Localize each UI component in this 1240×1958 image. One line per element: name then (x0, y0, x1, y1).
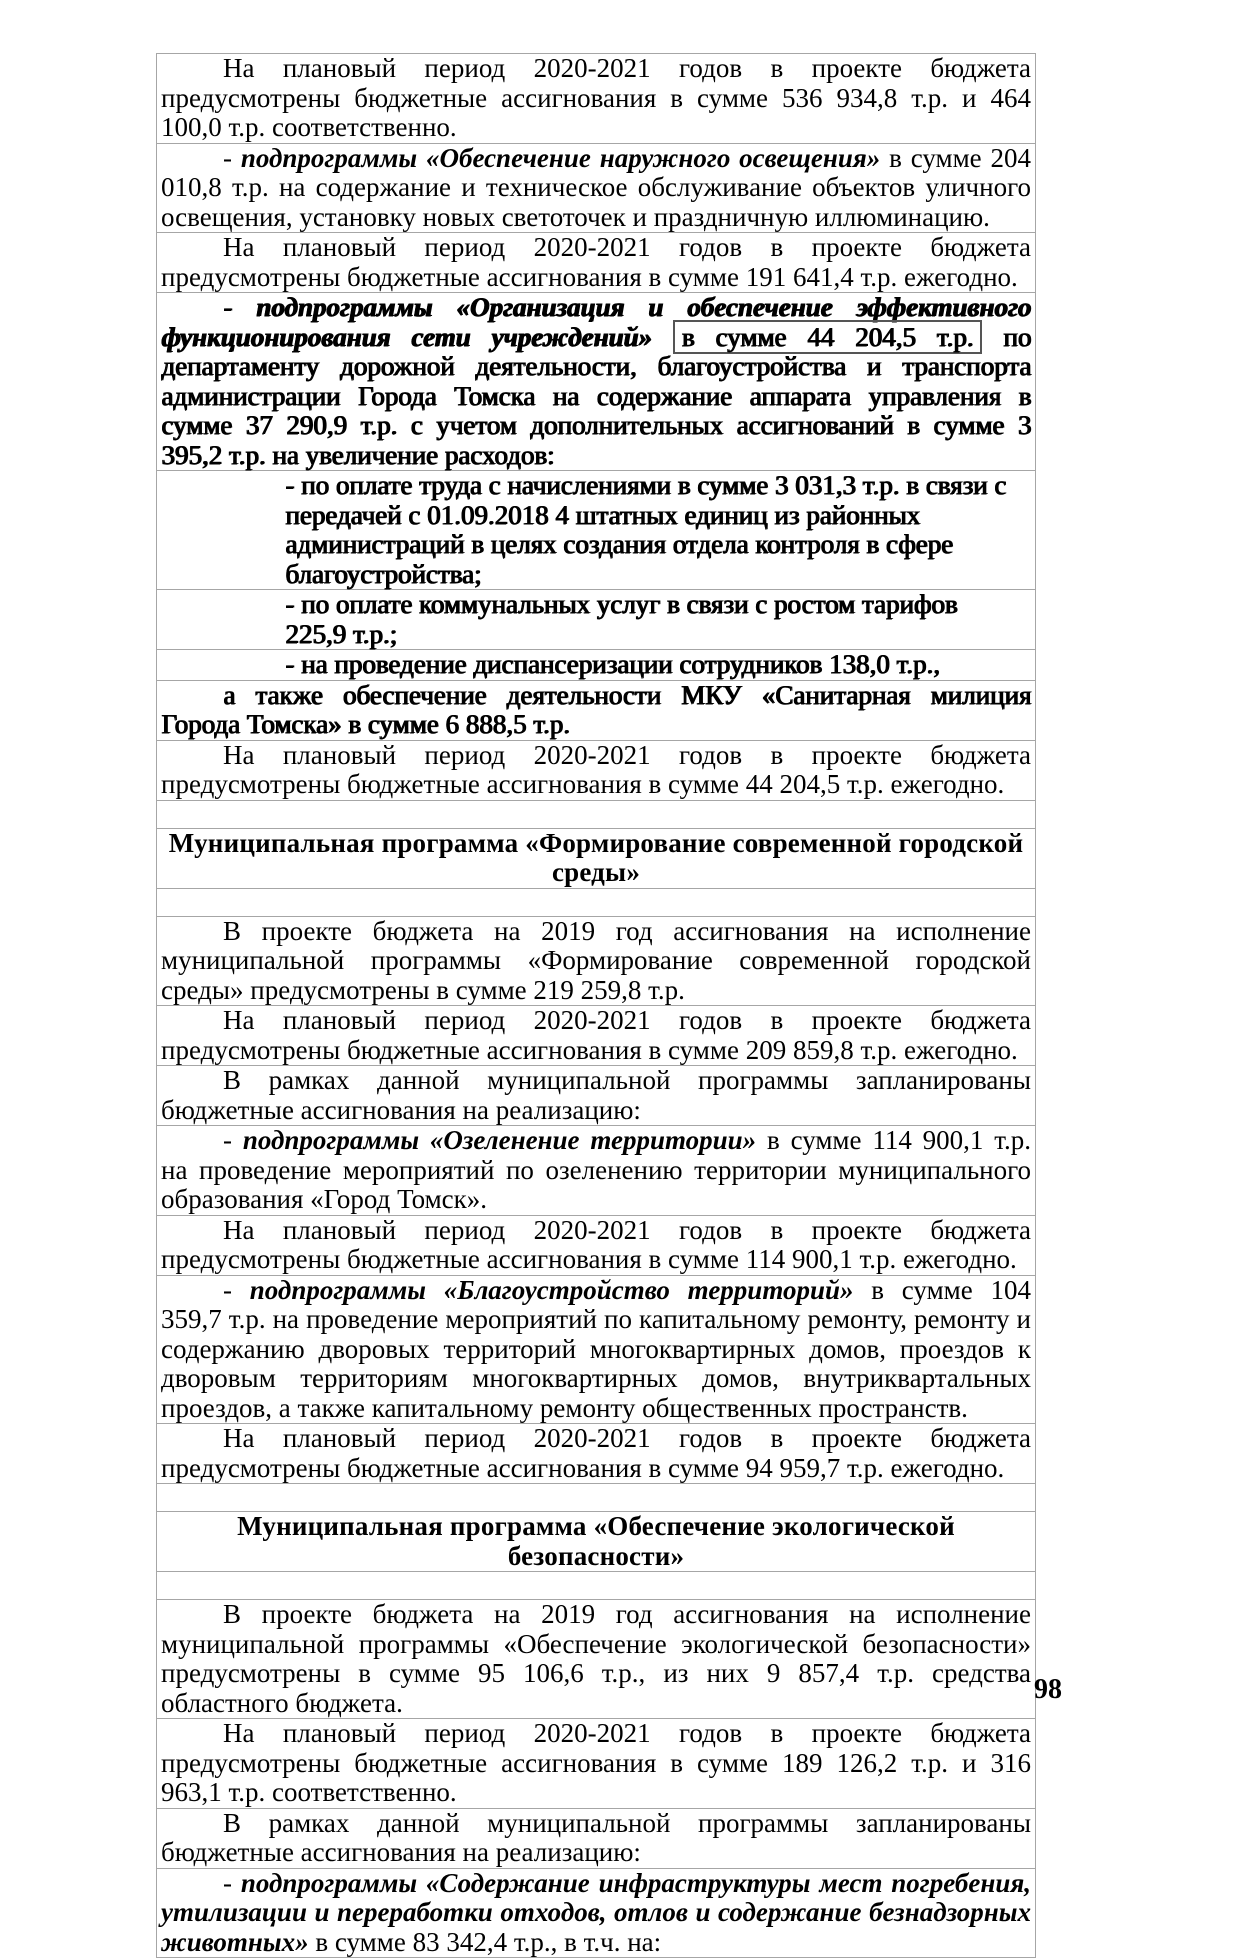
text-segment: На плановый период 2020-2021 годов в проекте бюджета предусмотрены бюджетные ассигнования в сумме 536 934,8 т.р. и 464 100,0 т.р. соответственно. (161, 53, 1031, 142)
paragraph (156, 53, 1036, 144)
text-segment: - (223, 143, 241, 173)
text-segment: а также обеспечение деятельности МКУ «Санитарная милиция Города Томска» в сумме 6 888,5 т.р. (161, 680, 1031, 740)
paragraph (156, 1868, 1036, 1958)
list-item (156, 470, 1036, 590)
text-segment: В проекте бюджета на 2019 год ассигнования на исполнение муниципальной программы «Обеспечение экологической безопасности» предусмотрены в сумме 95 106,6 т.р., из них 9 857,4 т.р. средства областного бюджета. (161, 1599, 1031, 1718)
text-segment: На плановый период 2020-2021 годов в проекте бюджета предусмотрены бюджетные ассигнования в сумме 44 204,5 т.р. ежегодно. (161, 740, 1031, 800)
text-segment: - (223, 292, 256, 322)
paragraph (156, 1065, 1036, 1126)
text-segment: На плановый период 2020-2021 годов в проекте бюджета предусмотрены бюджетные ассигнования в сумме 114 900,1 т.р. ежегодно. (161, 1215, 1031, 1275)
text-segment: в сумме 204 010,8 т.р. на содержание и техническое обслуживание объектов уличного освещения, установку новых светоточек и праздничную иллюминацию. (161, 143, 1031, 232)
paragraph (156, 1599, 1036, 1719)
text-segment: - по оплате коммунальных услуг в связи с ростом тарифов 225,9 т.р.; (285, 589, 957, 649)
text-segment: На плановый период 2020-2021 годов в проекте бюджета предусмотрены бюджетные ассигнования в сумме 209 859,8 т.р. ежегодно. (161, 1005, 1031, 1065)
text-segment: - по оплате труда с начислениями в сумме 3 031,3 т.р. в связи с передачей с 01.09.2018 4 штатных единиц из районных администраций в целях создания отдела контроля в сфере благоустройства; (285, 470, 1006, 589)
spacer-row (156, 1483, 1036, 1512)
paragraph (156, 740, 1036, 801)
paragraph (156, 232, 1036, 293)
text-segment: - (223, 1125, 243, 1155)
text-segment: подпрограммы «Обеспечение наружного освещения» (241, 143, 880, 173)
text-segment: подпрограммы «Содержание инфраструктуры мест погребения, утилизации и переработки отходов, отлов и содержание безнадзорных животных» (161, 1868, 1031, 1957)
spacer-row (156, 888, 1036, 917)
paragraph (156, 680, 1036, 741)
spacer-row (156, 800, 1036, 829)
text-segment: в сумме 114 900,1 т.р. на проведение мероприятий по озеленению территории муниципального образования «Город Томск». (161, 1125, 1031, 1214)
paragraph (156, 1005, 1036, 1066)
section-heading (156, 1511, 1036, 1572)
text-segment: В рамках данной муниципальной программы запланированы бюджетные ассигнования на реализацию: (161, 1808, 1031, 1868)
text-segment: В рамках данной муниципальной программы запланированы бюджетные ассигнования на реализацию: (161, 1065, 1031, 1125)
text-segment: В проекте бюджета на 2019 год ассигнования на исполнение муниципальной программы «Формирование современной городской среды» предусмотрены в сумме 219 259,8 т.р. (161, 916, 1031, 1005)
text-segment: - (223, 1868, 241, 1898)
text-segment: На плановый период 2020-2021 годов в проекте бюджета предусмотрены бюджетные ассигнования в сумме 94 959,7 т.р. ежегодно. (161, 1423, 1031, 1483)
paragraph (156, 292, 1036, 471)
text-segment: по департаменту дорожной деятельности, благоустройства и транспорта администрации Города Томска на содержание аппарата управления в сумме 37 290,9 т.р. с учетом дополнительных ассигнований в сумме 3 395,2 т.р. на увеличение расходов: (161, 322, 1031, 470)
text-segment: - (223, 1275, 250, 1305)
paragraph (156, 1808, 1036, 1869)
text-segment: Муниципальная программа «Обеспечение экологической безопасности» (237, 1511, 955, 1571)
boxed-amount: в сумме 44 204,5 т.р. (673, 320, 983, 354)
list-item (156, 649, 1036, 681)
paragraph (156, 1718, 1036, 1809)
text-segment (652, 322, 673, 352)
paragraph (156, 1215, 1036, 1276)
text-segment: - на проведение диспансеризации сотрудников 138,0 т.р., (285, 649, 940, 679)
text-segment: подпрограммы «Благоустройство территорий» (250, 1275, 854, 1305)
page-number: 98 (1002, 1674, 1062, 1706)
list-item (156, 589, 1036, 650)
text-segment: подпрограммы «Озеленение территории» (243, 1125, 756, 1155)
section-heading (156, 828, 1036, 889)
paragraph (156, 1275, 1036, 1425)
text-segment: На плановый период 2020-2021 годов в проекте бюджета предусмотрены бюджетные ассигнования в сумме 191 641,4 т.р. ежегодно. (161, 232, 1031, 292)
document-body (156, 54, 1036, 1958)
text-segment: в сумме 104 359,7 т.р. на проведение мероприятий по капитальному ремонту, ремонту и содержанию дворовых территорий многоквартирных домов, проездов к дворовым территориям многоквартирных домов, внутриквартальных проездов, а также капитальному ремонту общественных пространств. (161, 1275, 1031, 1423)
text-segment: На плановый период 2020-2021 годов в проекте бюджета предусмотрены бюджетные ассигнования в сумме 189 126,2 т.р. и 316 963,1 т.р. соответственно. (161, 1718, 1031, 1807)
text-segment: Муниципальная программа «Формирование современной городской среды» (169, 828, 1023, 888)
text-segment: в сумме 83 342,4 т.р., в т.ч. на: (309, 1927, 661, 1957)
paragraph (156, 143, 1036, 234)
paragraph (156, 916, 1036, 1007)
paragraph (156, 1423, 1036, 1484)
paragraph (156, 1125, 1036, 1216)
spacer-row (156, 1571, 1036, 1600)
text-segment: подпрограммы «Организация и обеспечение эффективного функционирования сети учреждений» (161, 292, 1031, 352)
